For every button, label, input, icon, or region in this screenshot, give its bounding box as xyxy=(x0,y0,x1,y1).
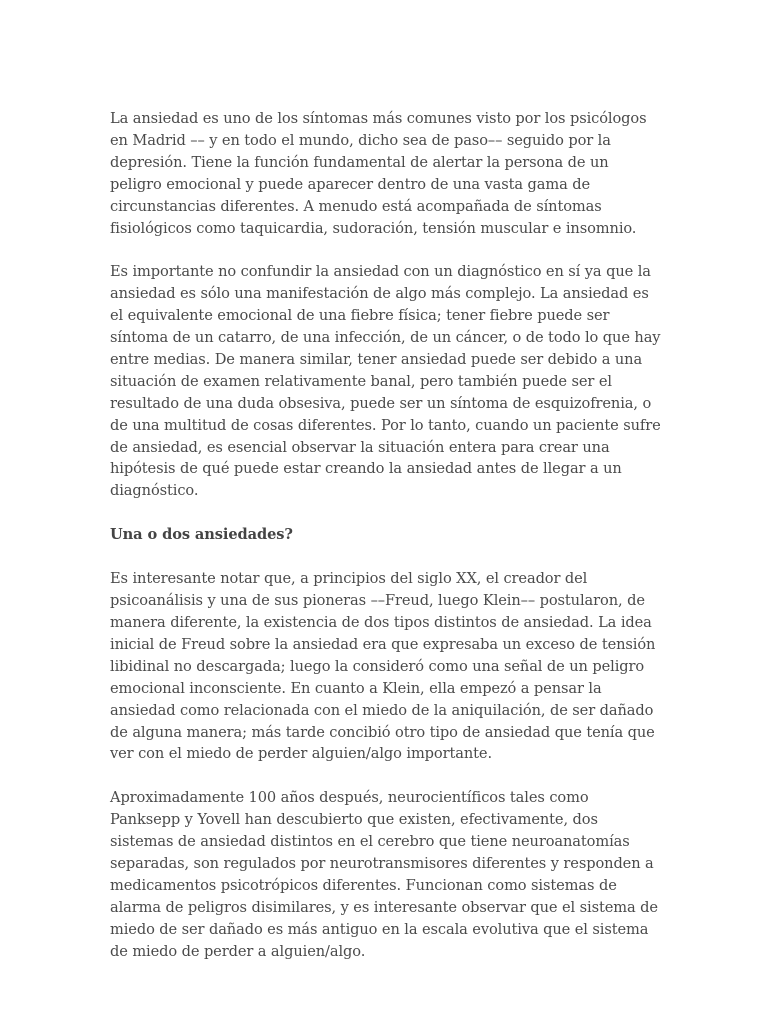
diagnosis-paragraph: Es importante no confundir la ansiedad con un diagnóstico en sí ya que la ansiedad es sólo una manifestación de algo más complejo. La ansiedad es el equivalente emocional de una fiebre física; tener fiebre puede ser síntoma de un catarro, de una infección, de un cáncer, o de todo lo que hay entre medias. De manera similar, tener ansiedad puede ser debido a una situación de examen relativamente banal, pero también puede ser el resultado de una duda obsesiva, puede ser un síntoma de esquizofrenia, o de una multitud de cosas diferentes. Por lo tanto, cuando un paciente sufre de ansiedad, es esencial observar la situación entera para crear una hipótesis de qué puede estar creando la ansiedad antes de llegar a un diagnóstico. xyxy=(110,263,661,500)
document-page xyxy=(110,108,662,963)
freud-klein-paragraph: Es interesante notar que, a principios del siglo XX, el creador del psicoanálisis y una de sus pioneras ––Freud, luego Klein–– postularon, de manera diferente, la existencia de dos tipos distintos de ansiedad. La idea inicial de Freud sobre la ansiedad era que expresaba un exceso de tensión libidinal no descargada; luego la consideró como una señal de un peligro emocional inconsciente. En cuanto a Klein, ella empezó a pensar la ansiedad como relacionada con el miedo de la aniquilación, de ser dañado de alguna manera; más tarde concibió otro tipo de ansiedad que tenía que ver con el miedo de perder alguien/algo importante. xyxy=(110,570,656,763)
section-heading: Una o dos ansiedades? xyxy=(110,526,293,544)
intro-paragraph: La ansiedad es uno de los síntomas más comunes visto por los psicólogos en Madrid –– y en todo el mundo, dicho sea de paso–– seguido por la depresión. Tiene la función fundamental de alertar la persona de un peligro emocional y puede aparecer dentro de una vasta gama de circunstancias diferentes. A menudo está acompañada de síntomas fisiológicos como taquicardia, sudoración, tensión muscular e insomnio. xyxy=(110,110,647,237)
neuroscience-paragraph: Aproximadamente 100 años después, neurocientíficos tales como Panksepp y Yovell han descubierto que existen, efectivamente, dos sistemas de ansiedad distintos en el cerebro que tiene neuroanatomías separadas, son regulados por neurotransmisores diferentes y responden a medicamentos psicotrópicos diferentes. Funcionan como sistemas de alarma de peligros disimilares, y es interesante observar que el sistema de miedo de ser dañado es más antiguo en la escala evolutiva que el sistema de miedo de perder a alguien/algo. xyxy=(110,789,658,960)
